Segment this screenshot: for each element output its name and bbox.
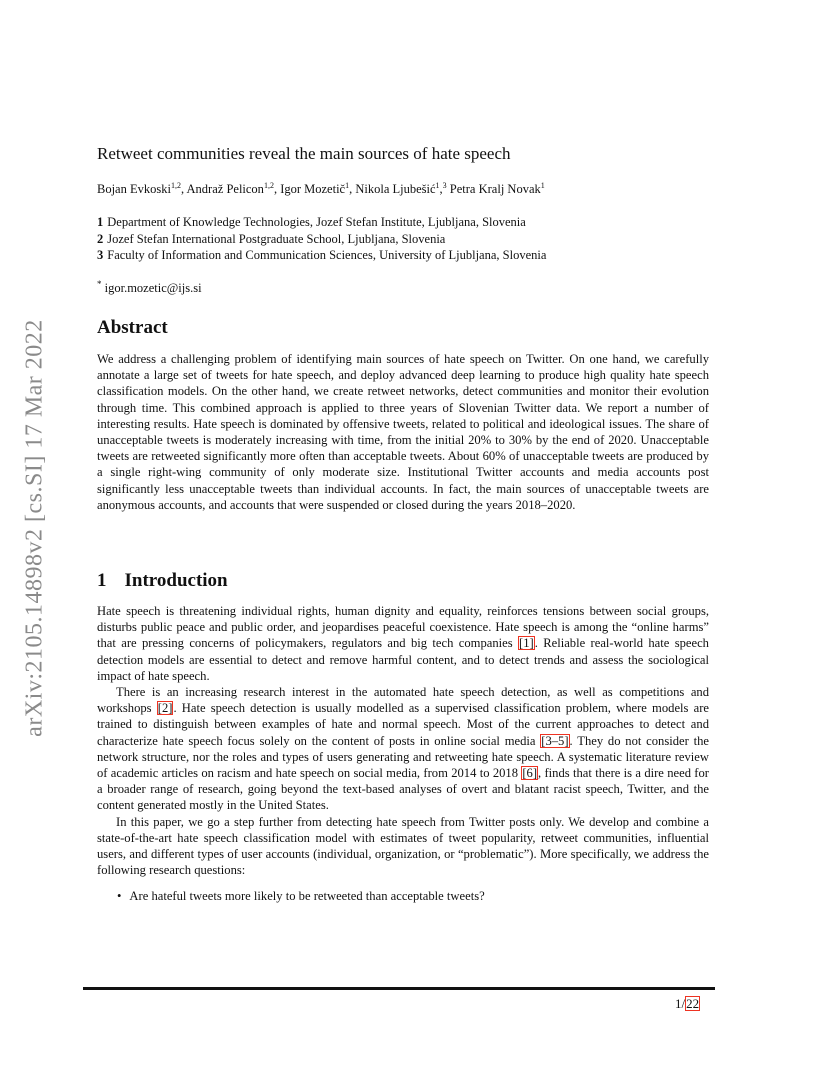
paragraph xyxy=(97,684,709,814)
paragraph-text: . Reliable real-world hate speech detection models are essential to detect and remove harmful content, and to detect trends and assess the sociological impact of hate speech. xyxy=(97,636,709,683)
author-sep: , xyxy=(439,182,443,197)
affiliation-number: 2 xyxy=(97,231,104,246)
paragraph-text: . Hate speech detection is usually modelled as a supervised classification problem, where models are trained to distinguish between examples of hate and normal speech. Most of the current approaches to detect and characterize hate speech focus solely on the content of posts in online social media xyxy=(97,701,709,748)
current-page: 1 xyxy=(675,996,682,1011)
introduction-body xyxy=(97,603,709,905)
author-name: Andraž Pelicon xyxy=(186,182,264,197)
citation-link[interactable]: [2] xyxy=(157,701,173,716)
affiliation-number: 1 xyxy=(97,215,104,229)
author-list xyxy=(97,181,709,197)
abstract-heading: Abstract xyxy=(97,317,168,338)
paper-title: Retweet communities reveal the main sources of hate speech xyxy=(97,144,511,163)
page-separator: / xyxy=(681,996,686,1011)
footer-rule xyxy=(83,987,715,990)
list-item xyxy=(117,888,709,904)
affiliation-text: Faculty of Information and Communication Sciences, University of Ljubljana, Slovenia xyxy=(107,248,547,262)
section-heading xyxy=(97,570,709,592)
page-number xyxy=(675,996,700,1012)
author-name: Petra Kralj Novak xyxy=(449,182,541,197)
author-name: Igor Mozetič xyxy=(280,182,346,197)
corresponding-mark: * xyxy=(97,279,102,289)
bullet-icon: • xyxy=(117,889,122,904)
paragraph xyxy=(97,603,709,684)
author-name: Bojan Evkoski xyxy=(97,182,171,197)
affiliation-text: Department of Knowledge Technologies, Jozef Stefan Institute, Ljubljana, Slovenia xyxy=(107,215,526,229)
citation-link[interactable]: [1] xyxy=(519,636,534,651)
paragraph-text: , finds that there is a dire need for a broader range of research, going beyond the text-based analyses of overt and blatant racist speech, Twitter, and the content generated mostly in the United States. xyxy=(97,766,709,813)
email-address: igor.mozetic@ijs.si xyxy=(104,281,202,296)
affiliation-number: 3 xyxy=(97,248,104,262)
paragraph-text: There is an increasing research interest in the automated hate speech detection, as well as competitions and workshops xyxy=(97,685,709,716)
citation-link[interactable]: [6] xyxy=(522,766,538,781)
paragraph-text: . They do not consider the network structure, nor the roles and types of users generating and retweeting hate speech. A systematic literature review of academic articles on racism and hate speech on social media, from 2014 to 2018 xyxy=(97,733,710,781)
section-title: Introduction xyxy=(124,570,228,591)
author-sep: , xyxy=(349,182,356,197)
affiliation-list xyxy=(97,214,709,264)
author-affil-sup: 1 xyxy=(540,181,545,190)
author-affil-sup: 1 xyxy=(345,181,350,190)
corresponding-email xyxy=(97,279,709,296)
author-sep: , xyxy=(180,182,187,197)
affiliation-text: Jozef Stefan International Postgraduate School, Ljubljana, Slovenia xyxy=(107,231,446,246)
abstract-text: We address a challenging problem of identifying main sources of hate speech on Twitter. On one hand, we carefully annotate a large set of tweets for hate speech, and deploy advanced deep learning to produce high quality hate speech classification models. On the other hand, we create retweet networks, detect communities and monitor their evolution through time. This combined approach is applied to three years of Slovenian Twitter data. We report a number of interesting results. Hate speech is dominated by offensive tweets, related to political and ideological issues. The share of unacceptable tweets is moderately increasing with time, from the initial 20% to 30% by the end of 2020. Unacceptable tweets are retweeted significantly more often than acceptable tweets. About 60% of unacceptable tweets are produced by a single right-wing community of only moderate size. Institutional Twitter accounts and media accounts post significantly less unacceptable tweets than individual accounts. In fact, the main sources of unacceptable tweets are anonymous accounts, and accounts that were suspended or closed during the years 2018–2020. xyxy=(97,352,709,512)
paragraph-text: Hate speech is threatening individual rights, human dignity and equality, reinforces tensions between social groups, disturbs public peace and public order, and jeopardises peaceful coexistence. Hate speech is among the “online harms” that are pressing concerns of policymakers, regulators and big tech companies xyxy=(97,604,709,651)
author-affil-sup: 1,2 xyxy=(170,181,181,190)
list-item-text: Are hateful tweets more likely to be retweeted than acceptable tweets? xyxy=(129,889,485,904)
author-sep: , xyxy=(273,182,281,197)
affiliation xyxy=(97,214,709,231)
affiliation xyxy=(97,231,709,248)
section-number: 1 xyxy=(97,570,107,591)
paragraph: In this paper, we go a step further from detecting hate speech from Twitter posts only. We develop and combine a state-of-the-art hate speech classification model with estimates of tweet popularity, retweet communities, influential users, and different types of user accounts (individual, organization, or “problematic”). More specifically, we address the following research questions: xyxy=(97,814,709,878)
author-affil-sup: 1,2 xyxy=(263,181,274,190)
arxiv-identifier: arXiv:2105.14898v2 [cs.SI] 17 Mar 2022 xyxy=(21,319,48,737)
author-affil-sup: 1 xyxy=(435,181,440,190)
citation-link[interactable]: [3–5] xyxy=(541,733,569,748)
affiliation xyxy=(97,247,709,264)
total-pages-link[interactable]: 22 xyxy=(686,996,700,1011)
author-name: Nikola Ljubešić xyxy=(355,182,436,197)
author-affil-sup: 3 xyxy=(442,181,447,190)
